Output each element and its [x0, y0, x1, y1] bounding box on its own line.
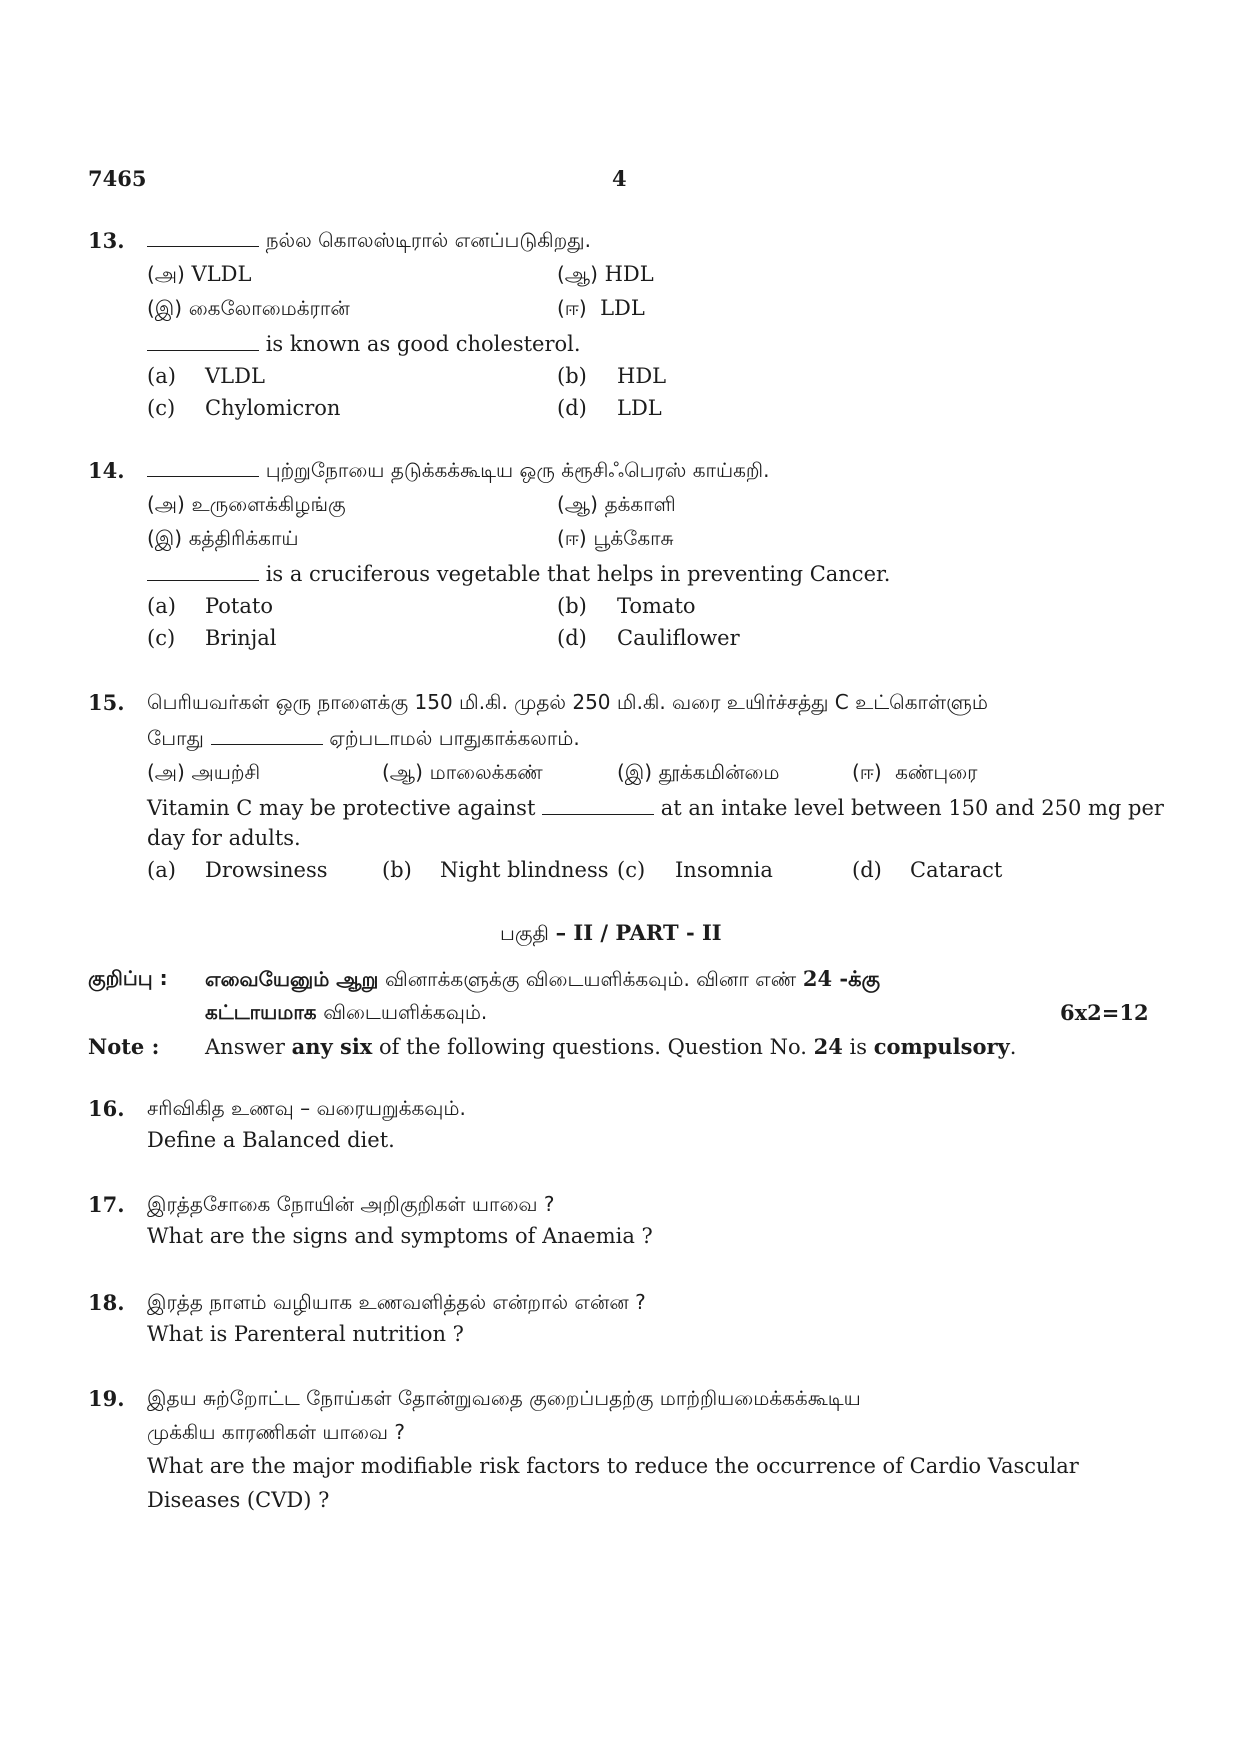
blank-line — [542, 814, 654, 815]
option-en-c-text: Chylomicron — [205, 396, 341, 420]
option-en-d: (d) — [557, 626, 587, 650]
question-stem-ta-line1: பெரியவர்கள் ஒரு நாளைக்கு 150 மி.கி. முதல் 250 மி.கி. வரை உயிர்ச்சத்து C உட்கொள்ளும் — [147, 690, 988, 714]
question-text-ta: இரத்த நாளம் வழியாக உணவளித்தல் என்றால் என்ன ? — [147, 1290, 646, 1314]
option-en-d-text: Cataract — [910, 858, 1003, 882]
marks-allocation: 6x2=12 — [1060, 1000, 1149, 1025]
note-en-text: Answer any six of the following questions. Question No. 24 is compulsory. — [205, 1034, 1017, 1059]
option-en-b-text: HDL — [617, 364, 667, 388]
blank-line — [147, 476, 259, 477]
question-text-ta-line1: இதய சுற்றோட்ட நோய்கள் தோன்றுவதை குறைப்பதற்கு மாற்றியமைக்கக்கூடிய — [147, 1386, 861, 1410]
question-text-ta-line2: முக்கிய காரணிகள் யாவை ? — [147, 1420, 406, 1444]
option-en-d: (d) — [557, 396, 587, 420]
option-en-c-text: Insomnia — [675, 858, 773, 882]
option-en-a-text: Potato — [205, 594, 273, 618]
option-en-a: (a) — [147, 364, 176, 388]
option-ta-a: (அ) அயற்சி — [147, 760, 261, 784]
option-ta-d: (ஈ) கண்புரை — [852, 760, 978, 784]
option-ta-d: (ஈ) LDL — [557, 296, 645, 320]
option-ta-a: (அ) VLDL — [147, 262, 252, 286]
question-text-ta: இரத்தசோகை நோயின் அறிகுறிகள் யாவை ? — [147, 1192, 555, 1216]
question-number: 17. — [88, 1192, 125, 1217]
option-en-a-text: Drowsiness — [205, 858, 328, 882]
question-text-en-line2: Diseases (CVD) ? — [147, 1488, 330, 1512]
question-text-ta: சரிவிகித உணவு – வரையறுக்கவும். — [147, 1096, 466, 1120]
option-en-b-text: Night blindness — [440, 858, 609, 882]
option-ta-b: (ஆ) தக்காளி — [557, 492, 676, 516]
part-heading: பகுதி – II / PART - II — [500, 920, 722, 945]
question-stem-ta: புற்றுநோயை தடுக்கக்கூடிய ஒரு க்ரூசிஃபெரஸ் காய்கறி. — [147, 458, 769, 485]
blank-line — [147, 350, 259, 351]
question-stem-en-line2: day for adults. — [147, 826, 301, 850]
option-ta-b: (ஆ) மாலைக்கண் — [382, 760, 543, 784]
question-stem-en-line1: Vitamin C may be protective against at an intake level between 150 and 250 mg per — [147, 796, 1164, 820]
option-en-b-text: Tomato — [617, 594, 696, 618]
option-ta-b: (ஆ) HDL — [557, 262, 654, 286]
note-ta-line1: எவையேனும் ஆறு வினாக்களுக்கு விடையளிக்கவும். வினா எண் 24 -க்கு — [205, 966, 881, 991]
option-en-b: (b) — [557, 594, 587, 618]
question-number: 15. — [88, 690, 125, 715]
question-number: 13. — [88, 228, 125, 253]
note-ta-line2: கட்டாயமாக விடையளிக்கவும். — [205, 1000, 488, 1024]
option-en-c: (c) — [617, 858, 646, 882]
option-en-b: (b) — [382, 858, 412, 882]
question-text-en-line1: What are the major modifiable risk factors to reduce the occurrence of Cardio Vascular — [147, 1454, 1079, 1478]
blank-line — [211, 744, 323, 745]
option-ta-c: (இ) தூக்கமின்மை — [617, 760, 780, 784]
option-en-a: (a) — [147, 594, 176, 618]
question-number: 19. — [88, 1386, 125, 1411]
option-en-c-text: Brinjal — [205, 626, 277, 650]
option-en-a-text: VLDL — [205, 364, 265, 388]
option-ta-d: (ஈ) பூக்கோசு — [557, 526, 674, 550]
question-stem-en: is known as good cholesterol. — [147, 332, 581, 356]
option-en-a: (a) — [147, 858, 176, 882]
question-text-en: What is Parenteral nutrition ? — [147, 1322, 464, 1346]
option-en-c: (c) — [147, 626, 176, 650]
question-text-en: What are the signs and symptoms of Anaemia ? — [147, 1224, 653, 1248]
option-en-d: (d) — [852, 858, 882, 882]
question-number: 16. — [88, 1096, 125, 1121]
question-text-en: Define a Balanced diet. — [147, 1128, 395, 1152]
question-stem-en: is a cruciferous vegetable that helps in preventing Cancer. — [147, 562, 890, 586]
note-ta-label: குறிப்பு : — [88, 966, 168, 990]
exam-code: 7465 — [88, 166, 147, 191]
question-number: 18. — [88, 1290, 125, 1315]
option-ta-c: (இ) கத்திரிக்காய் — [147, 526, 299, 550]
blank-line — [147, 580, 259, 581]
option-ta-a: (அ) உருளைக்கிழங்கு — [147, 492, 346, 516]
question-stem-ta-line2: போது ஏற்படாமல் பாதுகாக்கலாம். — [147, 726, 580, 750]
option-en-d-text: LDL — [617, 396, 662, 420]
question-stem-ta: நல்ல கொலஸ்டிரால் எனப்படுகிறது. — [147, 228, 591, 255]
page-number: 4 — [612, 166, 627, 191]
option-en-b: (b) — [557, 364, 587, 388]
blank-line — [147, 246, 259, 247]
option-en-c: (c) — [147, 396, 176, 420]
option-en-d-text: Cauliflower — [617, 626, 740, 650]
note-en-label: Note : — [88, 1034, 160, 1059]
question-number: 14. — [88, 458, 125, 483]
option-ta-c: (இ) கைலோமைக்ரான் — [147, 296, 350, 320]
